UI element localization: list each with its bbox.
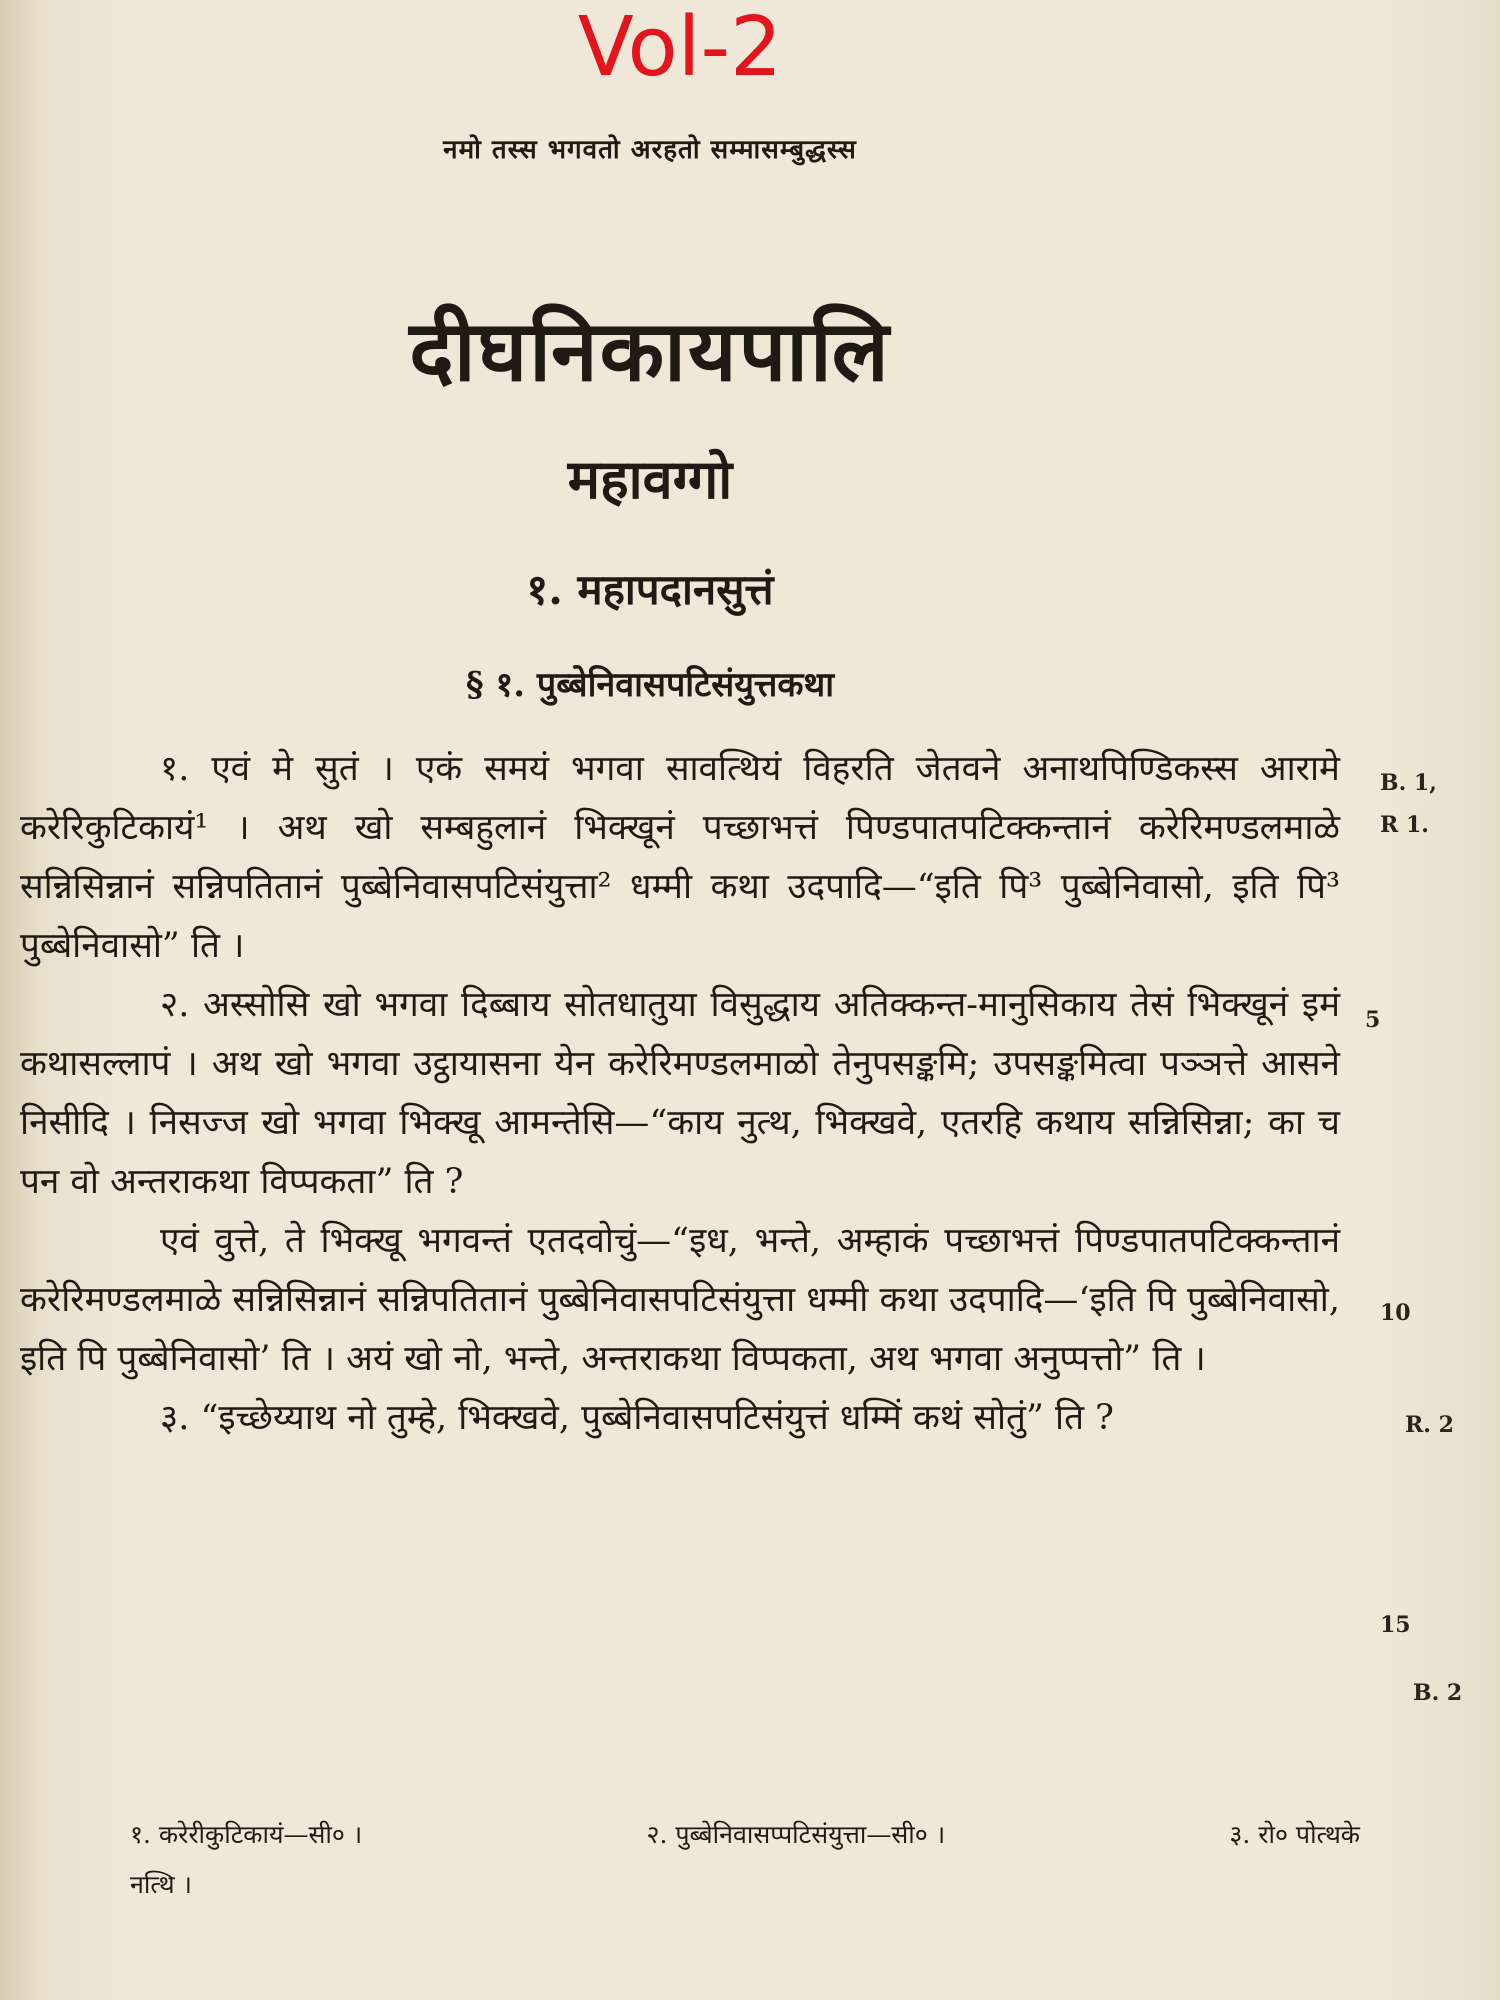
paragraph-3: एवं वुत्ते, ते भिक्खू भगवन्तं एतदवोचुं—“इध, भन्ते, अम्हाकं पच्छाभत्तं पिण्डपातपटिक्कन्तानं करेरिमण्डलमाळे सन्निसिन्नानं सन्निपतितानं पुब्बेनिवासपटिसंयुत्ता धम्मी कथा उदपादि—‘इति पि पुब्बेनिवासो, इति पि पुब्बेनिवासो’ ति । अयं खो नो, भन्ते, अन्तराकथा विप्पकता, अथ भगवा अनुप्पत्तो” ति । — [20, 1221, 1340, 1379]
volume-label: Vol-2 — [577, 0, 783, 95]
invocation-line: नमो तस्स भगवतो अरहतो सम्मासम्बुद्धस्स — [443, 135, 857, 165]
paragraph-1: १. एवं मे सुतं । एकं समयं भगवा सावत्थियं विहरति जेतवने अनाथपिण्डिकस्स आरामे करेरिकुटिकायं¹ । अथ खो सम्बहुलानं भिक्खूनं पच्छाभत्तं पिण्डपातपटिक्कन्तानं करेरिमण्डलमाळे सन्निसिन्नानं सन्निपतितानं पुब्बेनिवासपटिसंयुत्ता² धम्मी कथा उदपादि—“इति पि³ पुब्बेनिवासो, इति पि³ पुब्बेनिवासो” ति । — [20, 749, 1340, 966]
line-number-10: 10 — [1380, 1300, 1411, 1326]
footnote-3: ३. रो० पोत्थके — [1229, 1820, 1360, 1849]
body-text — [20, 740, 1340, 1448]
footnotes — [130, 1810, 1360, 1910]
footnote-3-continuation: नत्थि । — [130, 1870, 192, 1899]
line-number-15: 15 — [1380, 1612, 1411, 1638]
line-number-5: 5 — [1365, 1007, 1381, 1033]
footnote-row — [130, 1810, 1360, 1860]
footnote-1: १. करेरीकुटिकायं—सी० । — [130, 1820, 363, 1849]
footnote-2: २. पुब्बेनिवासप्पटिसंयुत्ता—सी० । — [646, 1820, 946, 1849]
paragraph-4: ३. “इच्छेय्याथ नो तुम्हे, भिक्खवे, पुब्बेनिवासपटिसंयुत्तं धम्मिं कथं सोतुं” ति ? — [160, 1398, 1114, 1438]
vagga-title: महावग्गो — [567, 447, 733, 511]
margin-ref-b1: B. 1, — [1380, 770, 1437, 796]
book-title: दीघनिकायपालि — [409, 301, 891, 400]
margin-ref-r1: R 1. — [1380, 812, 1429, 838]
paragraph-2: २. अस्सोसि खो भगवा दिब्बाय सोतधातुया विसुद्धाय अतिक्कन्त-मानुसिकाय तेसं भिक्खूनं इमं कथासल्लापं । अथ खो भगवा उट्ठायासना येन करेरिमण्डलमाळो तेनुपसङ्कमि; उपसङ्कमित्वा पञ्ञत्ते आसने निसीदि । निसज्ज खो भगवा भिक्खू आमन्तेसि—“काय नुत्थ, भिक्खवे, एतरहि कथाय सन्निसिन्ना; का च पन वो अन्तराकथा विप्पकता” ति ? — [20, 985, 1340, 1202]
sutta-title: १. महापदानसुत्तं — [526, 565, 774, 614]
margin-ref-r2: R. 2 — [1405, 1412, 1454, 1438]
margin-ref-b2: B. 2 — [1413, 1680, 1463, 1706]
section-title: § १. पुब्बेनिवासपटिसंयुत्तकथा — [465, 665, 835, 705]
